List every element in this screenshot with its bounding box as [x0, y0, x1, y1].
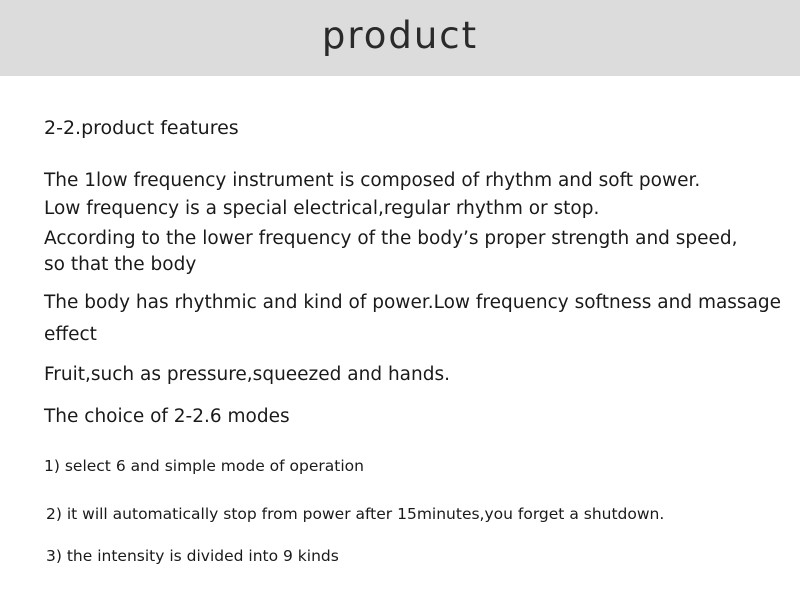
paragraph-line: Low frequency is a special electrical,regular rhythm or stop. — [44, 198, 600, 219]
paragraph-line: effect — [44, 324, 97, 345]
paragraph-line: According to the lower frequency of the body’s proper strength and speed, — [44, 228, 738, 249]
modes-title: The choice of 2-2.6 modes — [44, 406, 290, 427]
mode-item: 1) select 6 and simple mode of operation — [44, 457, 364, 475]
paragraph-line: Fruit,such as pressure,squeezed and hands. — [44, 364, 451, 385]
paragraph-line: The 1low frequency instrument is composed of rhythm and soft power. — [44, 170, 701, 191]
mode-item: 3) the intensity is divided into 9 kinds — [46, 547, 339, 565]
header-band — [0, 0, 800, 76]
paragraph-line: so that the body — [44, 254, 197, 275]
section-title: 2-2.product features — [44, 117, 239, 139]
mode-item: 2) it will automatically stop from power after 15minutes,you forget a shutdown. — [46, 505, 665, 523]
paragraph-line: The body has rhythmic and kind of power.Low frequency softness and massage — [44, 292, 782, 313]
page-title: product — [321, 14, 479, 57]
